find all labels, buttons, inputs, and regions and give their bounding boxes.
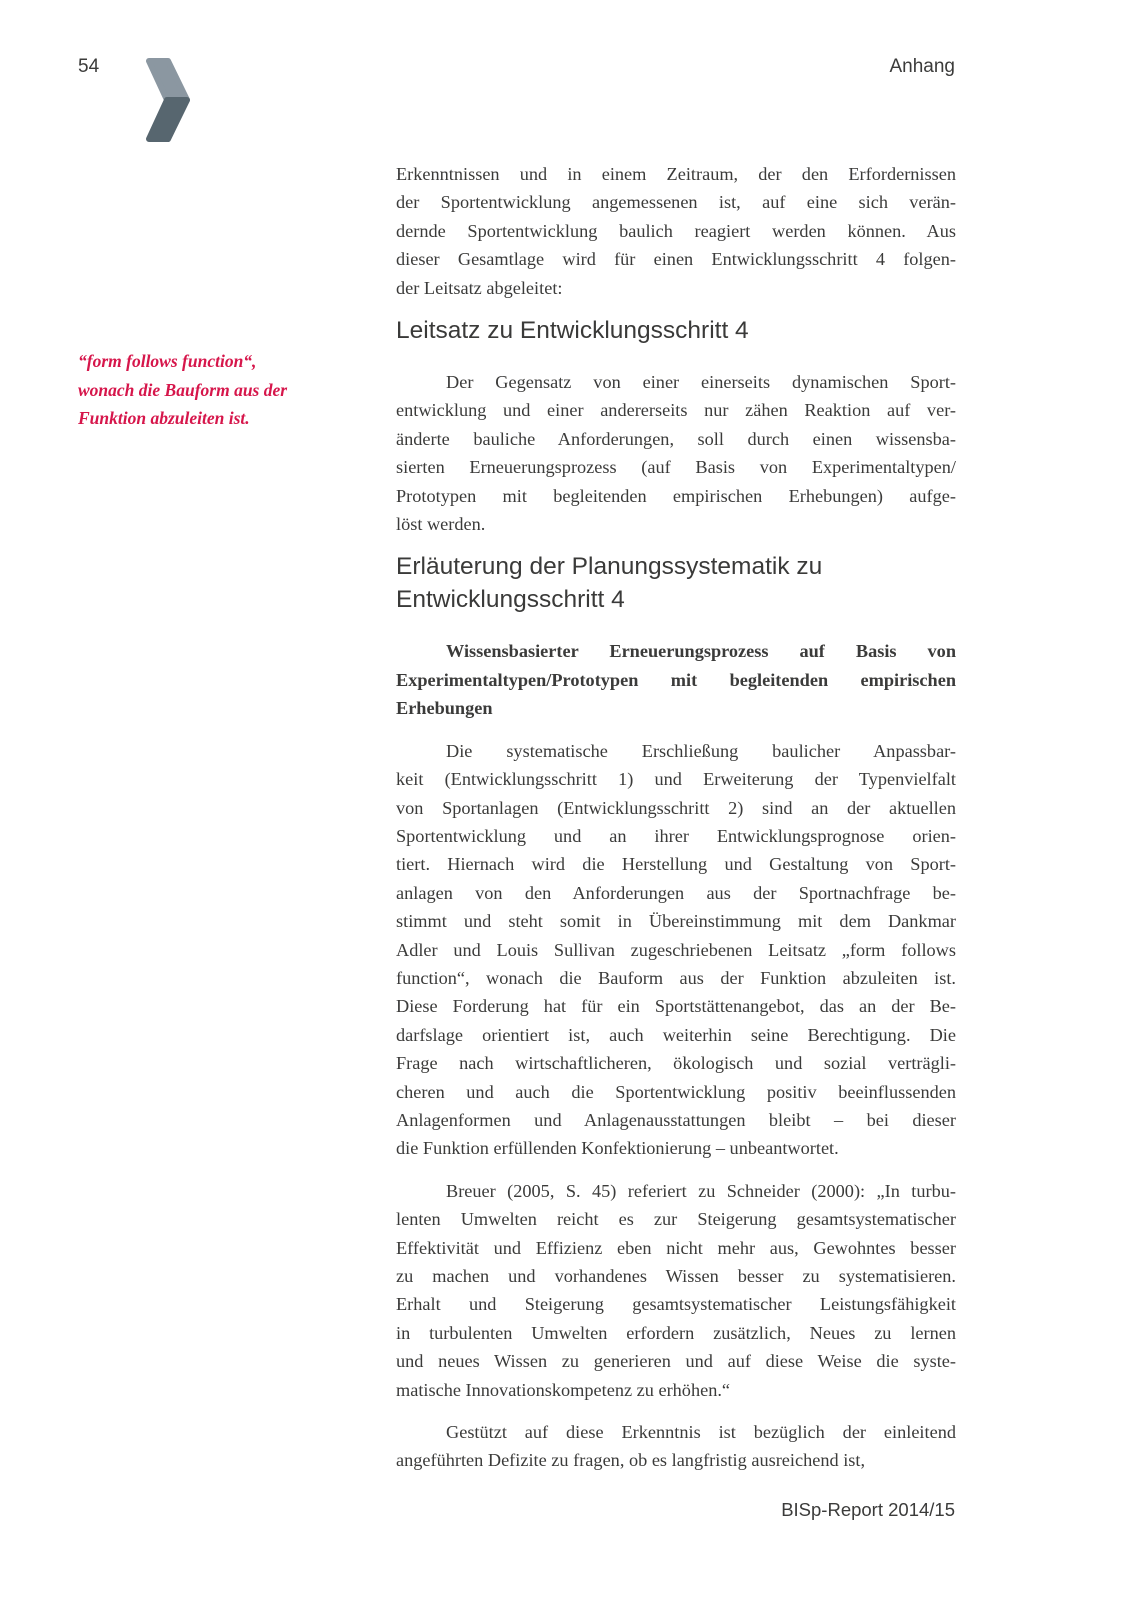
text-line: Breuer (2005, S. 45) referiert zu Schneider (2000): „In turbu-	[446, 1180, 956, 1201]
margin-note-line: Funktion abzuleiten ist.	[78, 408, 250, 429]
text-line: Wissensbasierter Erneuerungsprozess auf Basis von	[446, 641, 956, 662]
text-line: Erhebungen	[396, 698, 493, 719]
text-line: Experimentaltypen/Prototypen mit begleitenden empirischen	[396, 669, 956, 690]
section-heading	[396, 550, 956, 616]
footer-report-label: BISp-Report 2014/15	[781, 1499, 955, 1520]
text-line: zu machen und vorhandenes Wissen besser zu systematisieren.	[396, 1266, 956, 1286]
text-line: stimmt und steht somit in Übereinstimmung mit dem Dankmar	[396, 911, 956, 932]
heading-line: Entwicklungsschritt 4	[396, 586, 625, 614]
text-line: lenten Umwelten reicht es zur Steigerung gesamtsystematischer	[396, 1209, 956, 1230]
text-line: Frage nach wirtschaftlicheren, ökologisch und sozial verträgli-	[396, 1053, 956, 1074]
text-line: tiert. Hiernach wird die Herstellung und Gestaltung von Sport-	[396, 854, 956, 875]
text-line: Gestützt auf diese Erkenntnis ist bezüglich der einleitend	[446, 1422, 956, 1443]
text-line: änderte bauliche Anforderungen, soll durch einen wissensba-	[396, 428, 956, 449]
text-line: der Leitsatz abgeleitet:	[396, 277, 563, 298]
text-line: Die systematische Erschließung baulicher Anpassbar-	[446, 740, 956, 761]
text-line: cheren und auch die Sportentwicklung positiv beeinflussenden	[396, 1081, 956, 1102]
margin-note-line: wonach die Bauform aus der	[78, 379, 288, 400]
paragraph	[396, 737, 956, 1163]
text-line: anlagen von den Anforderungen aus der Sportnachfrage be-	[396, 882, 956, 903]
text-line: keit (Entwicklungsschritt 1) und Erweiterung der Typenvielfalt	[396, 769, 956, 790]
heading-line: Leitsatz zu Entwicklungsschritt 4	[396, 317, 749, 345]
section-heading	[396, 314, 956, 347]
text-line: und neues Wissen zu generieren und auf diese Weise die syste-	[396, 1351, 956, 1372]
paragraph	[396, 1177, 956, 1404]
text-line: Diese Forderung hat für ein Sportstättenangebot, das an der Be-	[396, 996, 956, 1017]
paragraph	[396, 637, 956, 722]
margin-note-line: “form follows function“,	[78, 351, 257, 371]
text-line: die Funktion erfüllenden Konfektionierung – unbeantwortet.	[396, 1138, 839, 1159]
text-line: Erhalt und Steigerung gesamtsystematischer Leistungsfähigkeit	[396, 1294, 956, 1315]
text-line: Prototypen mit begleitenden empirischen Erhebungen) aufge-	[396, 485, 956, 506]
text-line: matische Innovationskompetenz zu erhöhen.“	[396, 1379, 731, 1400]
chevron-bottom-half	[149, 100, 187, 139]
paragraph	[396, 368, 956, 538]
text-line: Erkenntnissen und in einem Zeitraum, der den Erfordernissen	[396, 164, 956, 184]
text-line: entwicklung und einer andererseits nur zähen Reaktion auf ver-	[396, 400, 956, 421]
body-column	[396, 160, 956, 1475]
text-line: angeführten Defizite zu fragen, ob es langfristig ausreichend ist,	[396, 1450, 866, 1471]
text-line: Sportentwicklung und an ihrer Entwicklungsprognose orien-	[396, 825, 956, 846]
text-line: dieser Gesamtlage wird für einen Entwicklungsschritt 4 folgen-	[396, 249, 956, 270]
text-line: darfslage orientiert ist, auch weiterhin seine Berechtigung. Die	[396, 1024, 956, 1045]
running-header: Anhang	[889, 56, 955, 77]
heading-line: Erläuterung der Planungssystematik zu	[396, 553, 823, 581]
text-line: Anlagenformen und Anlagenausstattungen bleibt – bei dieser	[396, 1109, 956, 1130]
text-line: löst werden.	[396, 514, 486, 535]
text-line: Adler und Louis Sullivan zugeschriebenen Leitsatz „form follows	[396, 939, 956, 960]
text-line: der Sportentwicklung angemessenen ist, auf eine sich verän-	[396, 192, 956, 213]
text-line: function“, wonach die Bauform aus der Funktion abzuleiten ist.	[396, 967, 956, 988]
paragraph	[396, 160, 956, 302]
margin-note	[78, 347, 328, 433]
text-line: Der Gegensatz von einer einerseits dynamischen Sport-	[446, 372, 956, 393]
text-line: Effektivität und Effizienz eben nicht mehr aus, Gewohntes besser	[396, 1237, 956, 1258]
text-line: sierten Erneuerungsprozess (auf Basis von Experimentaltypen/	[396, 457, 956, 478]
text-line: in turbulenten Umwelten erfordern zusätzlich, Neues zu lernen	[396, 1322, 956, 1343]
paragraph	[396, 1418, 956, 1475]
chevron-top-half	[149, 61, 187, 100]
text-line: dernde Sportentwicklung baulich reagiert werden können. Aus	[396, 220, 956, 241]
chevron-icon	[135, 58, 190, 142]
page-number: 54	[78, 56, 100, 77]
text-line: von Sportanlagen (Entwicklungsschritt 2) sind an der aktuellen	[396, 797, 956, 818]
